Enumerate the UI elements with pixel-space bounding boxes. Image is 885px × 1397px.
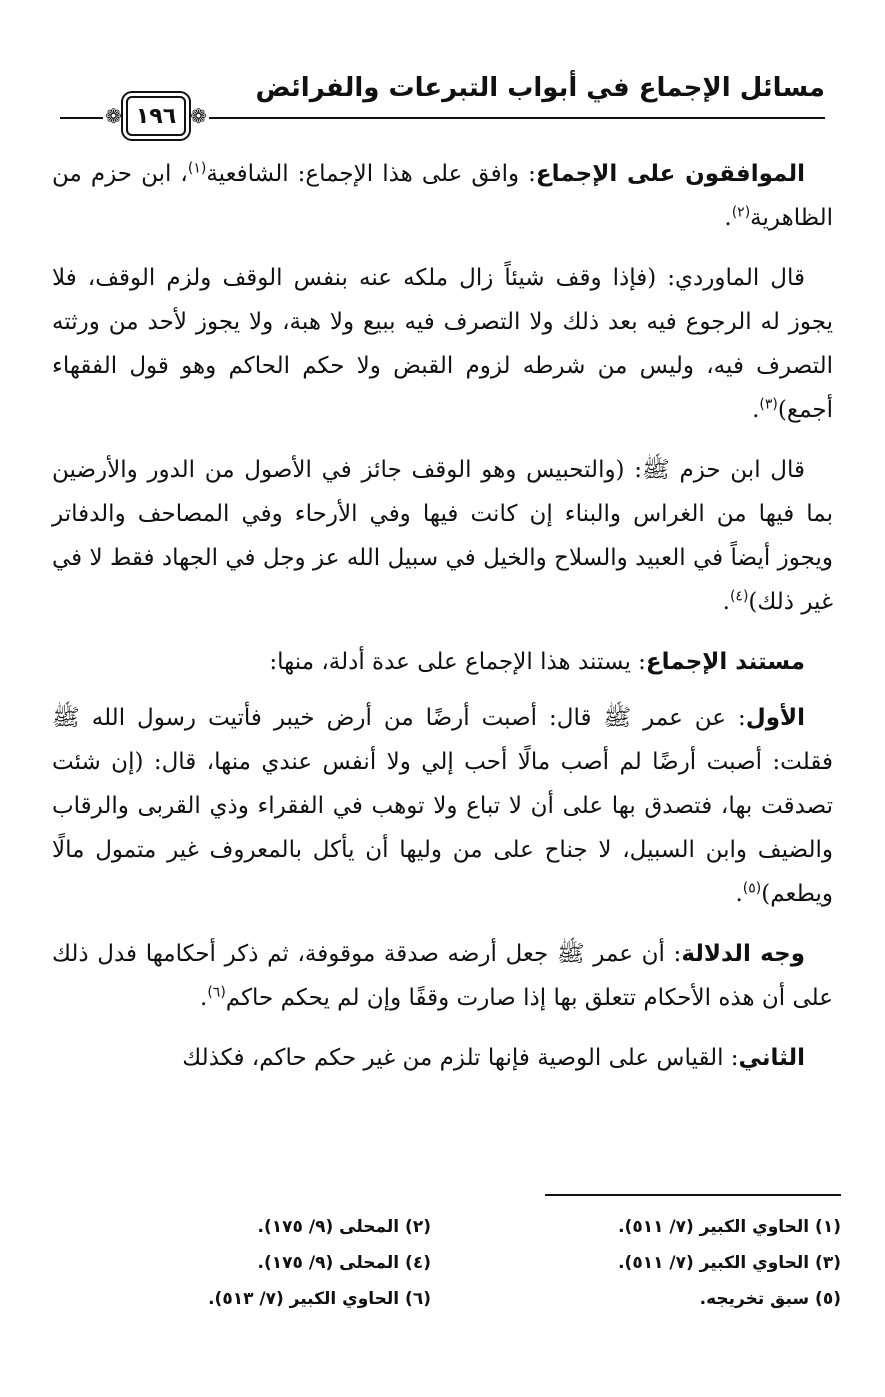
footnote: (١) الحاوي الكبير (٧/ ٥١١). [618,1217,841,1237]
footnote: (٥) سبق تخريجه. [699,1289,841,1309]
paragraph-text: : أن عمر ﷺ جعل أرضه صدقة موقوفة، ثم ذكر أحكامها فدل ذلك على أن هذه الأحكام تتعلق بها إذا صارت وقفًا وإن لم يحكم حاكم [52,941,833,1011]
main-text [52,152,833,1096]
paragraph-text: . [200,985,208,1011]
paragraph [52,932,833,1020]
ornament-icon: ❁ [105,104,122,128]
running-title: مسائل الإجماع في أبواب التبرعات والفرائض [255,73,825,103]
paragraph-heading: مستند الإجماع [645,649,805,675]
footnote-separator [545,1194,841,1196]
footnote-ref[interactable]: (٤) [729,588,749,605]
paragraph-heading: الثاني [738,1045,805,1071]
footnote-ref[interactable]: (٢) [731,204,751,221]
footnotes [41,1212,841,1314]
page-number: ١٩٦ [126,96,186,136]
paragraph-text: : يستند هذا الإجماع على عدة أدلة، منها: [269,649,646,675]
page-number-frame [103,95,209,137]
paragraph-text: . [735,881,743,907]
footnote: (٢) المحلى (٩/ ١٧٥). [257,1217,431,1237]
paragraph [52,1036,833,1080]
paragraph-text: : القياس على الوصية فإنها تلزم من غير حكم حاكم، فكذلك [182,1045,739,1071]
paragraph [52,696,833,916]
paragraph [52,152,833,240]
paragraph-text: : وافق على هذا الإجماع: الشافعية [206,161,536,187]
paragraph-text: قال ابن حزم ﷺ: (والتحبيس وهو الوقف جائز في الأصول من الدور والأرضين بما فيها من الغراس والبناء إن كانت فيها وفي الأرحاء وفي المصاحف والدفاتر ويجوز أيضاً في العبيد والسلاح والخيل في سبيل الله عز وجل في الجهاد فقط لا في غير ذلك) [52,457,833,615]
paragraph-heading: الأول [745,705,805,731]
paragraph-heading: وجه الدلالة [681,941,805,967]
footnote-ref[interactable]: (١) [187,160,207,177]
paragraph-text: : عن عمر ﷺ قال: أصبت أرضًا من أرض خيبر فأتيت رسول الله ﷺ فقلت: أصبت أرضًا لم أصب مالًا أحب إلي ولا أنفس عندي منها، قال: (إن شئت تصدقت بها، فتصدق بها على أن لا تباع ولا توهب في الفقراء وذي القربى والرقاب والضيف وابن السبيل، لا جناح على من وليها أن يأكل بالمعروف غير متمول مالًا ويطعم) [52,705,833,907]
footnote-ref[interactable]: (٥) [742,880,762,897]
paragraph-text: قال الماوردي: (فإذا وقف شيئاً زال ملكه عنه بنفس الوقف ولزم الوقف، فلا يجوز له الرجوع فيه بعد ذلك ولا التصرف فيه ببيع ولا هبة، ولا يجوز لأحد من ورثته التصرف فيه، وليس من شرطه لزوم القبض ولا حكم الحاكم وهو قول الفقهاء أجمع) [52,265,833,423]
paragraph [52,256,833,432]
paragraph-text: . [752,397,760,423]
footnote: (٦) الحاوي الكبير (٧/ ٥١٣). [208,1289,431,1309]
paragraph-heading: الموافقون على الإجماع [535,161,805,187]
paragraph-text: ، ابن حزم من الظاهرية [52,161,833,231]
footnote-ref[interactable]: (٣) [759,396,778,413]
paragraph-text: . [724,205,732,231]
paragraph [52,448,833,624]
footnote-ref[interactable]: (٦) [207,984,226,1001]
footnote: (٣) الحاوي الكبير (٧/ ٥١١). [618,1253,841,1273]
footnote: (٤) المحلى (٩/ ١٧٥). [257,1253,431,1273]
paragraph [52,640,833,684]
ornament-icon: ❁ [190,104,207,128]
paragraph-text: . [722,589,730,615]
